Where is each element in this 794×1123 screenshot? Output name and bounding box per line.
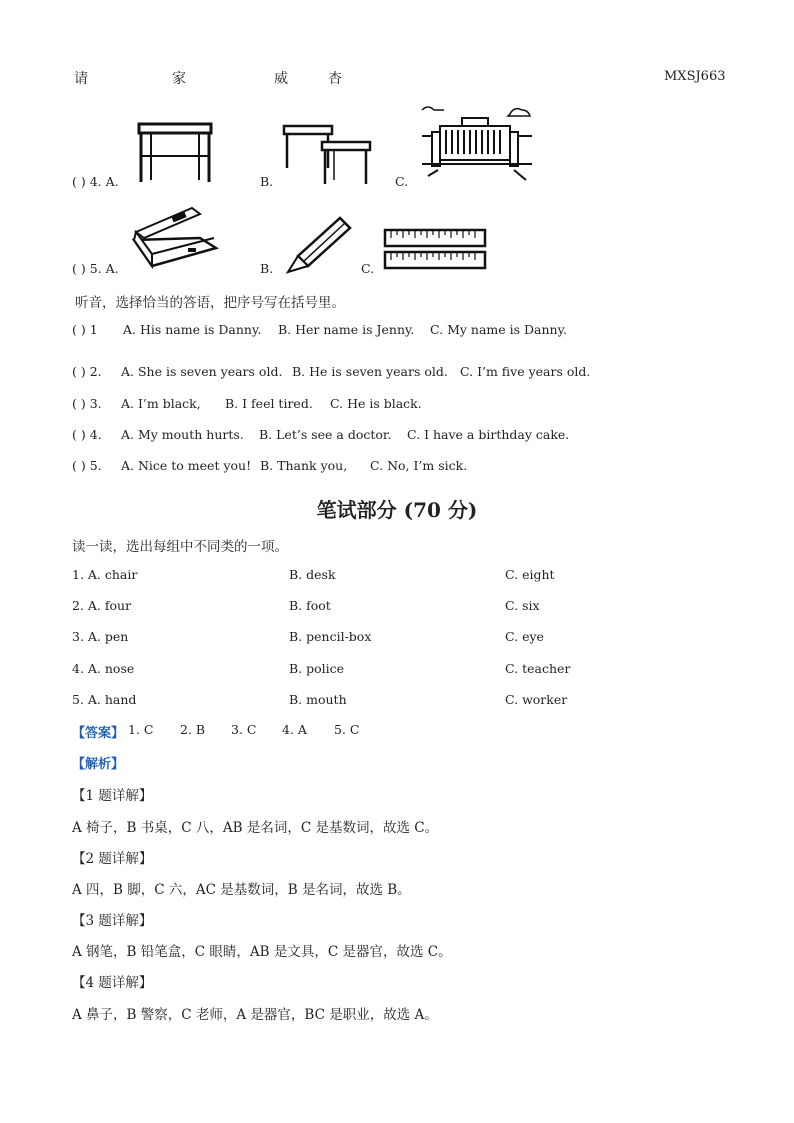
- listening-number: ( ) 5.: [72, 458, 102, 473]
- option-b: B. foot: [289, 598, 331, 613]
- answer-value-3: 3. C: [231, 722, 257, 737]
- picture-question-4-c: C.: [395, 174, 409, 189]
- option-c: C. He is black.: [330, 396, 422, 411]
- option-c: C. I have a birthday cake.: [407, 427, 570, 442]
- header-char-3: 威: [274, 71, 288, 87]
- option-a: A. Nice to meet you!: [121, 458, 252, 473]
- header-char-2: 家: [172, 71, 186, 87]
- picture-question-4-prefix: ( ) 4. A.: [72, 174, 119, 189]
- option-a: 4. A. nose: [72, 661, 135, 676]
- listening-number: ( ) 4.: [72, 427, 102, 442]
- option-c: C. No, I’m sick.: [370, 458, 468, 473]
- option-a: 3. A. pen: [72, 629, 129, 644]
- option-b: B. pencil-box: [289, 629, 372, 644]
- desks-image: [282, 122, 374, 186]
- option-c: C. My name is Danny.: [430, 322, 567, 337]
- picture-question-5-c: C.: [361, 261, 375, 276]
- option-b: B. Let’s see a doctor.: [259, 427, 392, 442]
- answer-value-1: 1. C: [128, 722, 154, 737]
- option-a: A. I’m black,: [121, 396, 201, 411]
- option-c: C. eight: [505, 567, 555, 582]
- listening-instruction: 听音，选择恰当的答语，把序号写在括号里。: [75, 295, 345, 311]
- answer-value-2: 2. B: [180, 722, 206, 737]
- pencil-image: [284, 214, 354, 274]
- option-b: B. He is seven years old.: [292, 364, 448, 379]
- option-a: 1. A. chair: [72, 567, 138, 582]
- listening-number: ( ) 1: [72, 322, 98, 337]
- detail-text-2: A 四，B 脚，C 六，AC 是基数词，B 是名词，故选 B。: [72, 882, 411, 898]
- option-a: A. She is seven years old.: [121, 364, 283, 379]
- option-b: B. desk: [289, 567, 336, 582]
- option-c: C. teacher: [505, 661, 571, 676]
- detail-text-4: A 鼻子，B 警察，C 老师，A 是器官，BC 是职业，故选 A。: [72, 1007, 438, 1023]
- header-code: MXSJ663: [664, 69, 726, 84]
- answer-value-5: 5. C: [334, 722, 360, 737]
- option-a: 5. A. hand: [72, 692, 137, 707]
- detail-heading-1: 【1 题详解】: [72, 788, 153, 804]
- option-b: B. police: [289, 661, 345, 676]
- picture-question-4-b: B.: [260, 174, 274, 189]
- detail-heading-2: 【2 题详解】: [72, 851, 153, 867]
- picture-question-5-prefix: ( ) 5. A.: [72, 261, 119, 276]
- option-a: 2. A. four: [72, 598, 132, 613]
- option-b: B. I feel tired.: [225, 396, 313, 411]
- option-c: C. I’m five years old.: [460, 364, 591, 379]
- pencil-box-image: [130, 204, 222, 272]
- picture-question-5-b: B.: [260, 261, 274, 276]
- option-b: B. Thank you,: [260, 458, 348, 473]
- detail-text-3: A 钢笔，B 铅笔盒，C 眼睛，AB 是文具，C 是器官，故选 C。: [72, 944, 452, 960]
- option-b: B. Her name is Jenny.: [278, 322, 415, 337]
- detail-heading-4: 【4 题详解】: [72, 975, 153, 991]
- option-c: C. eye: [505, 629, 544, 644]
- detail-heading-3: 【3 题详解】: [72, 913, 153, 929]
- rulers-image: [383, 228, 487, 272]
- detail-text-1: A 椅子，B 书桌，C 八，AB 是名词，C 是基数词，故选 C。: [72, 820, 439, 836]
- answer-value-4: 4. A: [282, 722, 307, 737]
- option-a: A. My mouth hurts.: [121, 427, 244, 442]
- section-title: 笔试部分 (70 分): [316, 498, 478, 522]
- written-instruction: 读一读，选出每组中不同类的一项。: [72, 539, 288, 555]
- option-a: A. His name is Danny.: [123, 322, 262, 337]
- header-char-1: 请: [74, 71, 88, 87]
- table-image: [135, 120, 215, 186]
- option-c: C. six: [505, 598, 540, 613]
- option-c: C. worker: [505, 692, 568, 707]
- option-b: B. mouth: [289, 692, 347, 707]
- listening-number: ( ) 2.: [72, 364, 102, 379]
- listening-number: ( ) 3.: [72, 396, 102, 411]
- answer-tag: 【答案】: [72, 726, 125, 741]
- school-image: [418, 102, 536, 182]
- analysis-tag: 【解析】: [72, 757, 125, 772]
- header-char-4: 杏: [328, 71, 342, 87]
